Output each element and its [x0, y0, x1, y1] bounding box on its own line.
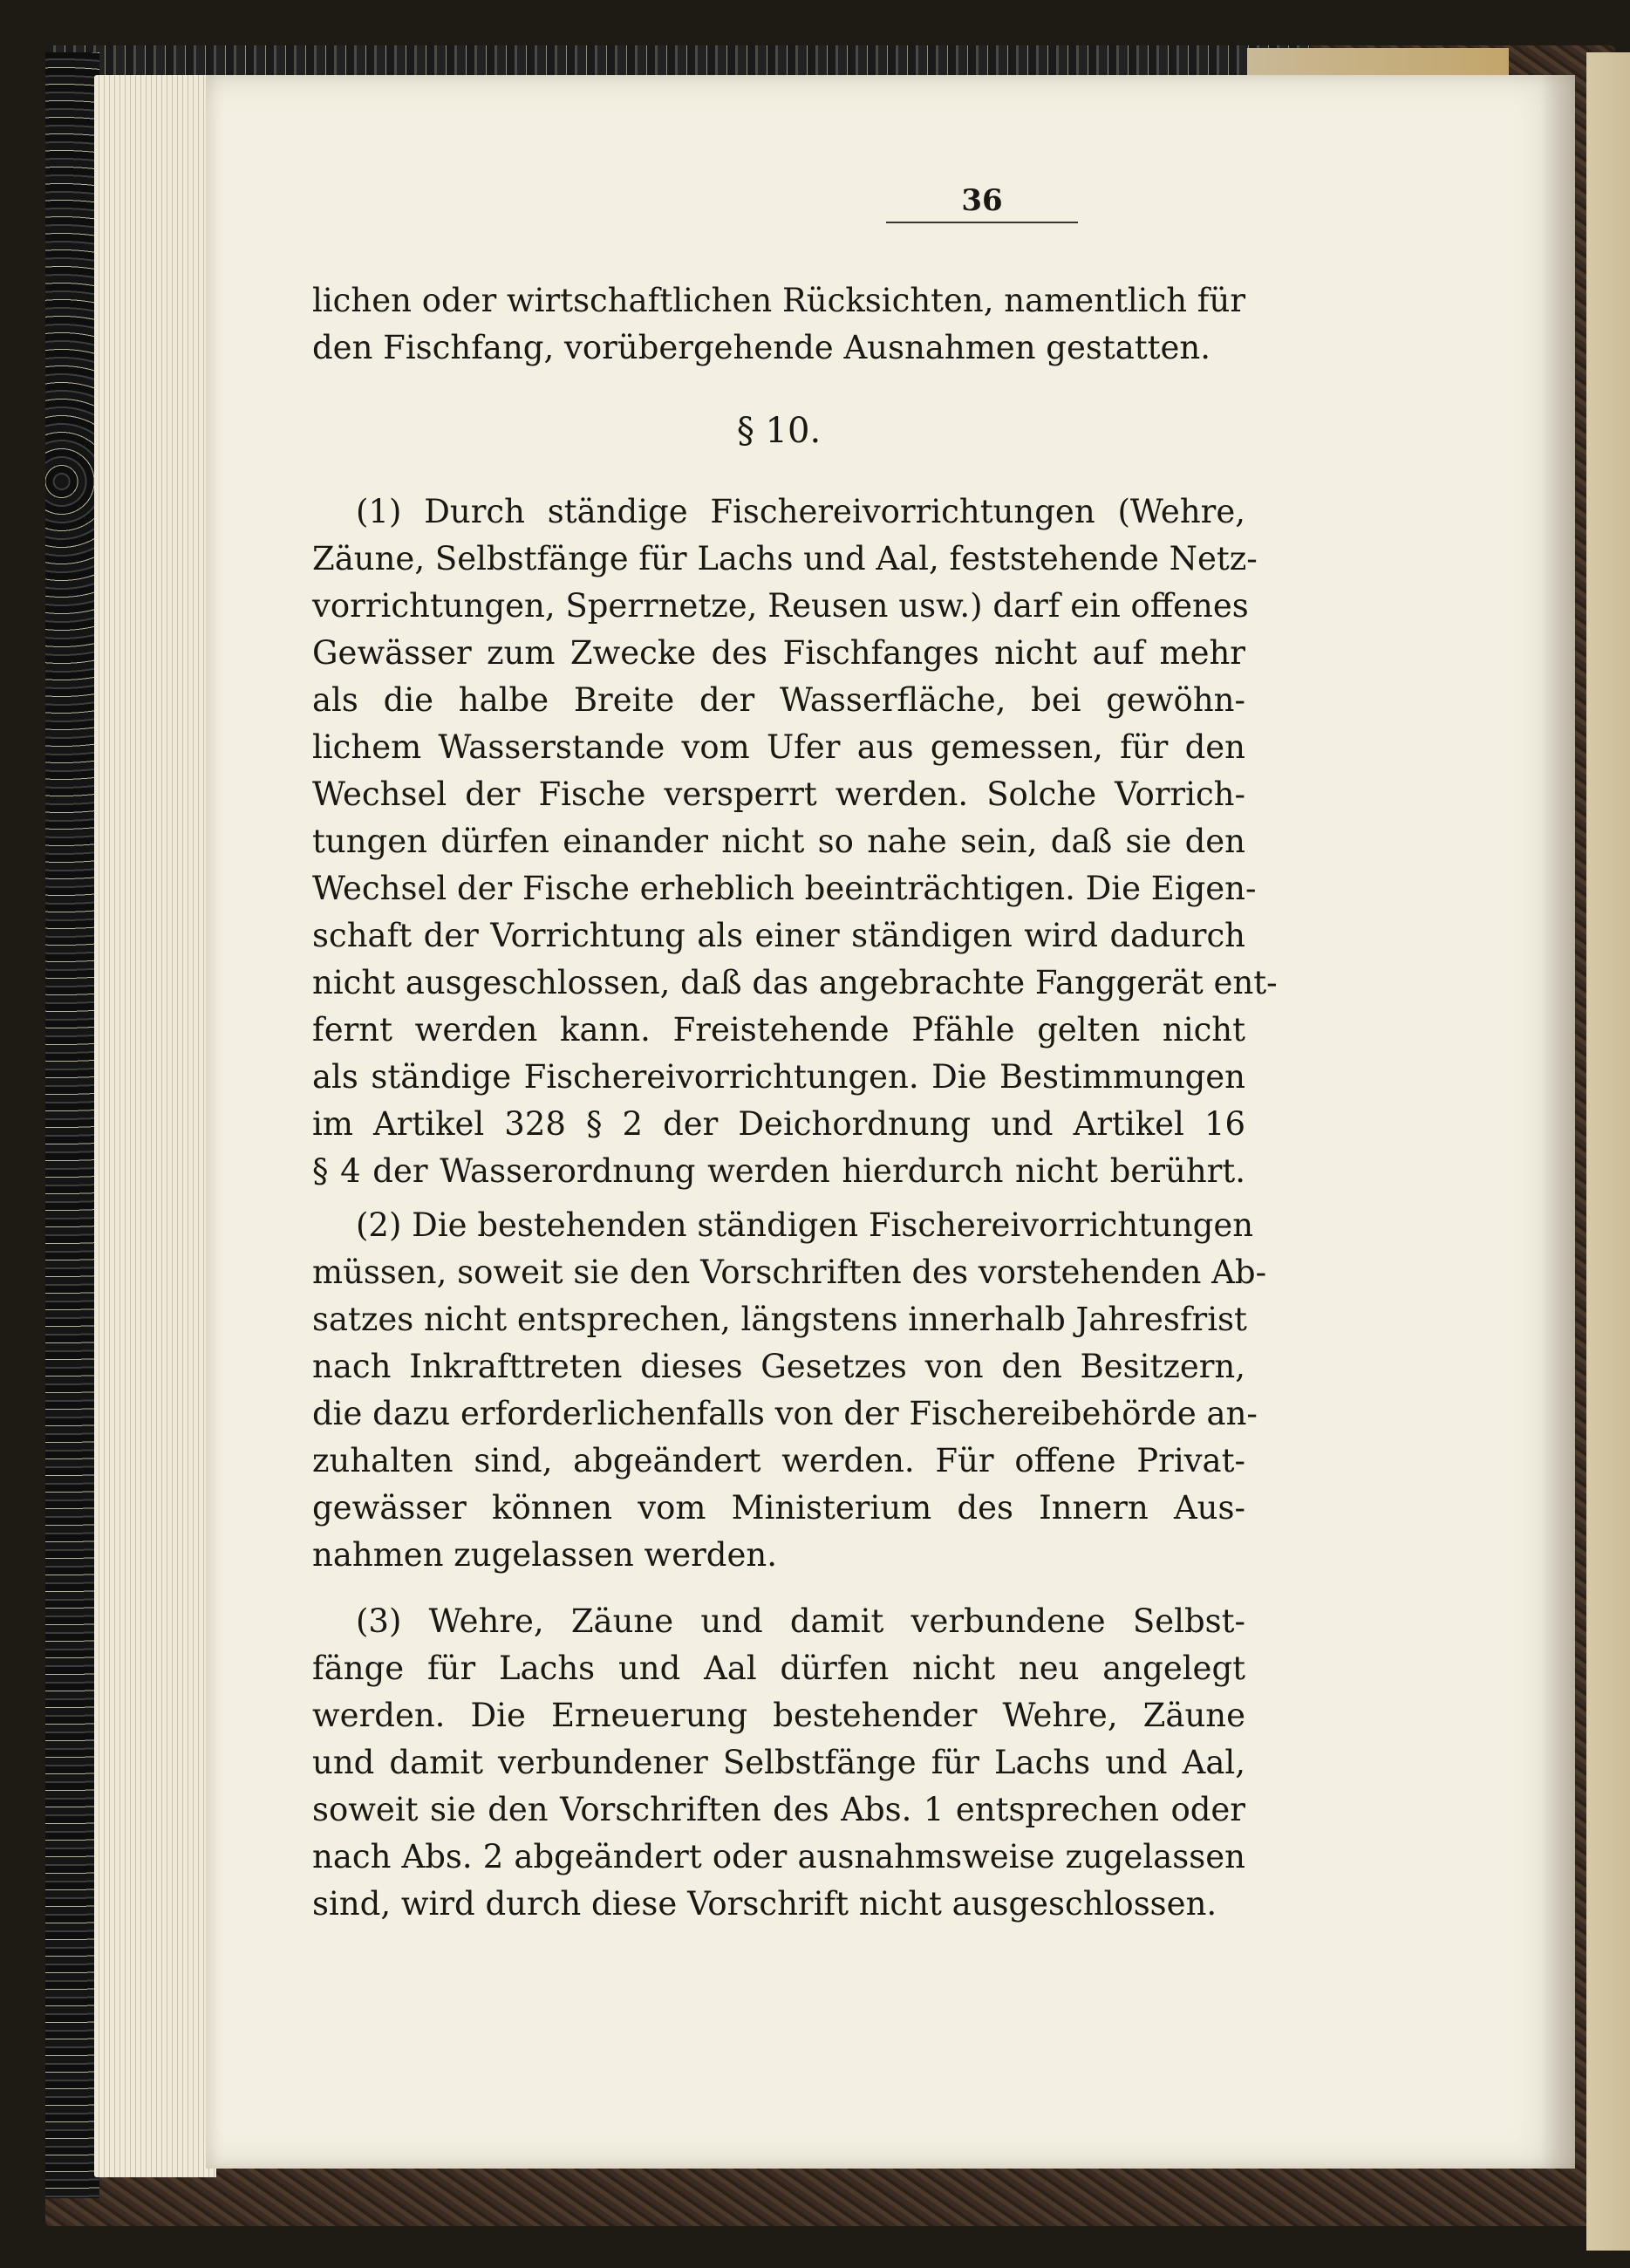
- text-line: (3) Wehre, Zäune und damit verbundene Selbst-: [356, 1602, 1245, 1640]
- text-line: (1) Durch ständige Fischereivorrichtungen (Wehre,: [356, 493, 1245, 530]
- text-line: Wechsel der Fische erheblich beeinträchtigen. Die Eigen-: [312, 870, 1257, 907]
- text-line: Gewässer zum Zwecke des Fischfanges nicht auf mehr: [312, 634, 1245, 672]
- text-line: müssen, soweit sie den Vorschriften des vorstehenden Ab-: [312, 1254, 1267, 1291]
- text-line: und damit verbundener Selbstfänge für Lachs und Aal,: [312, 1744, 1245, 1781]
- page-gutter-shadow: [1540, 75, 1575, 2169]
- page-number-block: [886, 183, 1078, 223]
- text-line: fänge für Lachs und Aal dürfen nicht neu angelegt: [312, 1650, 1245, 1687]
- text-line: (2) Die bestehenden ständigen Fischereivorrichtungen: [356, 1206, 1254, 1244]
- text-line: schaft der Vorrichtung als einer ständigen wird dadurch: [312, 917, 1245, 954]
- text-line: Zäune, Selbstfänge für Lachs und Aal, feststehende Netz-: [312, 540, 1258, 577]
- text-line: nach Abs. 2 abgeändert oder ausnahmsweise zugelassen: [312, 1838, 1245, 1875]
- text-line: satzes nicht entsprechen, längstens innerhalb Jahresfrist: [312, 1301, 1247, 1338]
- text-line: zuhalten sind, abgeändert werden. Für offene Privat-: [312, 1442, 1245, 1479]
- text-line: Wechsel der Fische versperrt werden. Solche Vorrich-: [312, 775, 1245, 813]
- facing-page-edge: [1586, 52, 1630, 2251]
- text-line: nicht ausgeschlossen, daß das angebrachte Fanggerät ent-: [312, 964, 1278, 1001]
- cover-corner: [1247, 48, 1509, 78]
- text-line: fernt werden kann. Freistehende Pfähle gelten nicht: [312, 1011, 1245, 1049]
- text-line: den Fischfang, vorübergehende Ausnahmen gestatten.: [312, 329, 1211, 366]
- text-line: im Artikel 328 § 2 der Deichordnung und Artikel 16: [312, 1105, 1245, 1143]
- text-line: die dazu erforderlichenfalls von der Fischereibehörde an-: [312, 1395, 1258, 1432]
- page-edges: [94, 75, 216, 2177]
- page-number: 36: [961, 183, 1003, 218]
- text-line: soweit sie den Vorschriften des Abs. 1 entsprechen oder: [312, 1791, 1245, 1828]
- text-line: werden. Die Erneuerung bestehender Wehre, Zäune: [312, 1697, 1245, 1734]
- text-line: als die halbe Breite der Wasserfläche, bei gewöhn-: [312, 681, 1245, 719]
- text-line: lichen oder wirtschaftlichen Rücksichten, namentlich für: [312, 282, 1246, 319]
- text-line: vorrichtungen, Sperrnetze, Reusen usw.) darf ein offenes: [312, 587, 1249, 625]
- text-line: sind, wird durch diese Vorschrift nicht ausgeschlossen.: [312, 1885, 1217, 1923]
- text-line: tungen dürfen einander nicht so nahe sein, daß sie den: [312, 823, 1245, 860]
- text-line: § 4 der Wasserordnung werden hierdurch nicht berührt.: [312, 1152, 1245, 1190]
- section-heading: § 10.: [736, 411, 822, 451]
- text-line: nahmen zugelassen werden.: [312, 1536, 777, 1574]
- page-number-rule: [886, 222, 1078, 223]
- text-line: nach Inkrafttreten dieses Gesetzes von den Besitzern,: [312, 1348, 1245, 1385]
- text-line: lichem Wasserstande vom Ufer aus gemessen, für den: [312, 728, 1245, 766]
- text-line: gewässer können vom Ministerium des Innern Aus-: [312, 1489, 1245, 1527]
- text-line: als ständige Fischereivorrichtungen. Die Bestimmungen: [312, 1058, 1245, 1096]
- marbled-binding: [45, 52, 99, 2198]
